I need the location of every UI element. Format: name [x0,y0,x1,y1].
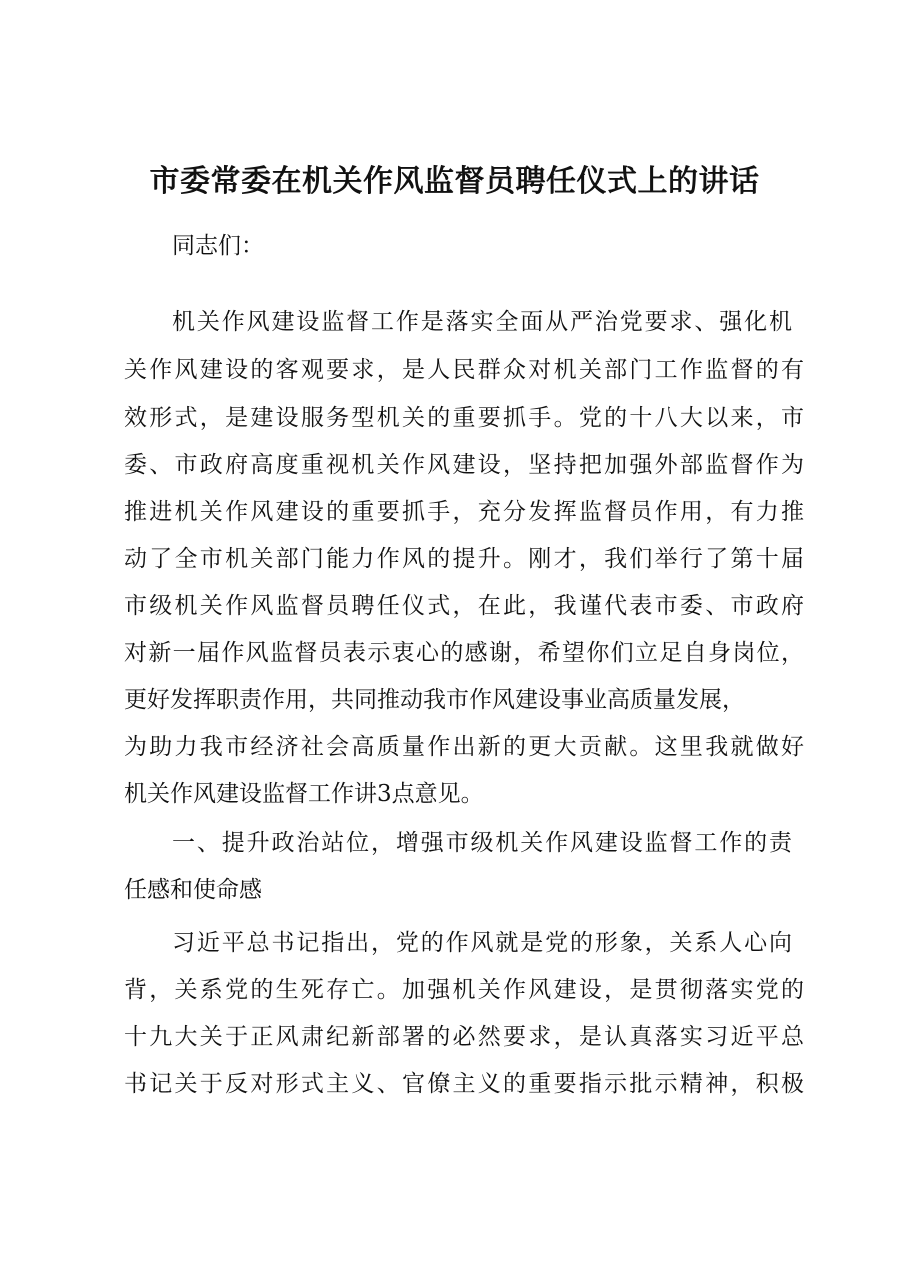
document-title: 市委常委在机关作风监督员聘任仪式上的讲话 [149,164,760,199]
section-heading-line: 任感和使命感 [124,877,262,903]
paragraph-line: 习近平总书记指出，党的作风就是党的形象，关系人心向 [172,930,792,956]
paragraph-line: 十九大关于正风肃纪新部署的必然要求，是认真落实习近平总 [124,1024,804,1050]
paragraph-line: 推进机关作风建设的重要抓手，充分发挥监督员作用，有力推 [124,499,804,525]
section-heading-line: 一、提升政治站位，增强市级机关作风建设监督工作的责 [172,830,792,856]
paragraph-line: 委、市政府高度重视机关作风建设，坚持把加强外部监督作为 [124,452,804,478]
paragraph-line: 更好发挥职责作用，共同推动我市作风建设事业高质量发展， [124,687,745,713]
greeting: 同志们： [172,233,264,259]
paragraph-line: 动了全市机关部门能力作风的提升。刚才，我们举行了第十届 [124,546,804,572]
paragraph-line: 机关作风建设监督工作是落实全面从严治党要求、强化机 [172,309,792,335]
paragraph-line: 书记关于反对形式主义、官僚主义的重要指示批示精神，积极 [124,1071,804,1097]
paragraph-line: 关作风建设的客观要求，是人民群众对机关部门工作监督的有 [124,357,804,383]
paragraph-line: 背，关系党的生死存亡。加强机关作风建设，是贯彻落实党的 [124,977,804,1003]
paragraph-line: 市级机关作风监督员聘任仪式，在此，我谨代表市委、市政府 [124,593,804,619]
paragraph-line: 为助力我市经济社会高质量作出新的更大贡献。这里我就做好 [124,734,804,760]
paragraph-line: 效形式，是建设服务型机关的重要抓手。党的十八大以来，市 [124,405,804,431]
paragraph-line: 对新一届作风监督员表示衷心的感谢，希望你们立足自身岗位， [124,640,804,666]
paragraph-line: 机关作风建设监督工作讲3点意见。 [124,781,484,807]
